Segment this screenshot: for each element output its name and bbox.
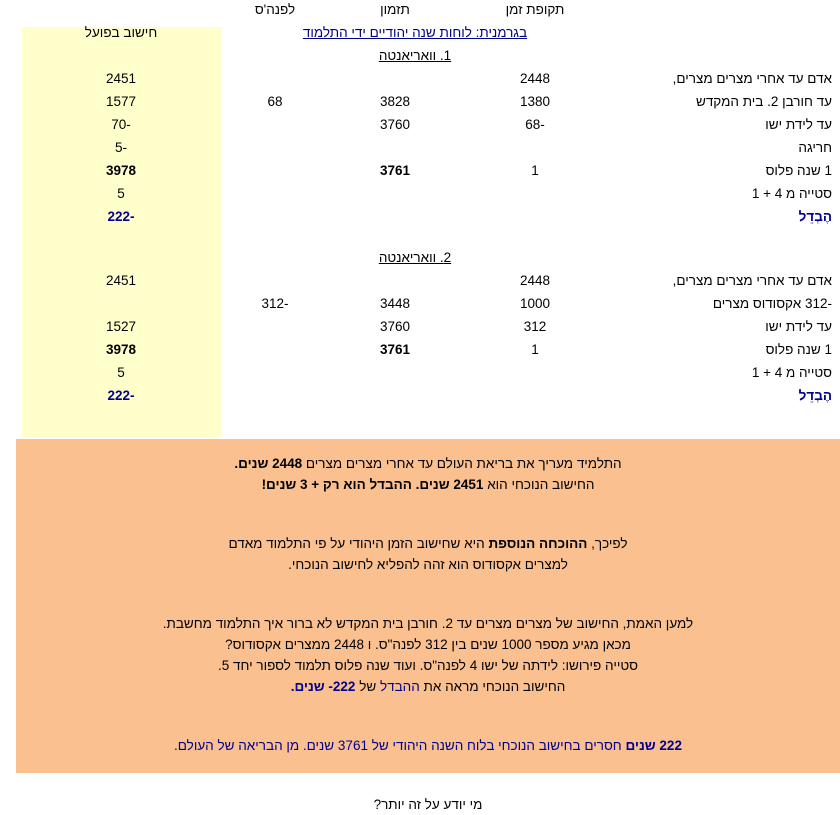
row-tizmun — [330, 207, 460, 230]
table-row — [22, 69, 840, 92]
source-link[interactable]: בגרמנית: לוחות שנה יהודיים ידי התלמוד — [302, 25, 528, 40]
row-tkufa: 1 — [531, 342, 539, 357]
row-lifnei: 68 — [267, 94, 283, 109]
note-paragraph-2 — [38, 474, 818, 495]
row-label: אדם עד אחרי מצרים מצרים, — [672, 273, 832, 288]
note-text: לפיכך, — [587, 536, 628, 551]
note-emphasis: 222 שנים — [625, 738, 682, 753]
row-tkufa: 1000 — [519, 296, 551, 311]
header-lifnei: לפנה'ס — [254, 2, 296, 17]
table-row-difference — [22, 207, 840, 230]
row-label: עד לידת ישו — [765, 319, 832, 334]
table-row — [22, 115, 840, 138]
header-bpoal: חישוב בפועל — [84, 25, 158, 40]
row-label: עד לידת ישו — [765, 117, 832, 132]
row-tizmun — [330, 69, 460, 92]
row-lifnei — [220, 363, 330, 386]
section-spacer — [610, 248, 840, 271]
section-title-row — [22, 46, 840, 69]
row-tkufa: 1380 — [519, 94, 551, 109]
table-header-row — [22, 0, 840, 23]
note-gap — [38, 495, 818, 514]
row-label: הֶבְדֵל — [798, 209, 832, 224]
row-lifnei — [220, 207, 330, 230]
header-tkufa: תקופת זמן — [505, 2, 565, 17]
row-label: סטייה מ 4 + 1 — [751, 186, 832, 201]
row-bpoal: 2451 — [105, 273, 137, 288]
header-tizmun: תזמון — [380, 2, 410, 17]
note-paragraph-7: סטייה פירושו: לידתה של ישו 4 לפנה"ס. ועוד שנה פלוס תלמוד לספור יחד 5. — [217, 658, 639, 673]
section-gap — [22, 230, 840, 248]
section-spacer — [610, 46, 840, 69]
note-gap — [38, 575, 818, 594]
note-paragraph-6: מכאן מגיע מספר 1000 שנים בין 312 לפנה"ס. ו 2448 ממצרים אקסודוס? — [225, 637, 631, 652]
row-bpoal: 1527 — [105, 319, 137, 334]
row-bpoal: 5 — [117, 365, 125, 380]
row-lifnei: -312 — [261, 296, 289, 311]
row-tizmun — [330, 363, 460, 386]
row-tizmun — [330, 184, 460, 207]
table-subheader-row — [22, 23, 840, 46]
row-lifnei — [220, 69, 330, 92]
row-bpoal: 3978 — [105, 342, 137, 357]
row-tkufa: 2448 — [519, 71, 551, 86]
row-lifnei — [220, 317, 330, 340]
row-tizmun: 3828 — [379, 94, 411, 109]
row-tkufa — [460, 138, 610, 161]
row-lifnei — [220, 161, 330, 184]
row-bpoal: -222 — [107, 209, 135, 224]
row-tizmun: 3761 — [379, 342, 411, 357]
note-text: התלמיד מעריך את בריאת העולם עד אחרי מצרים מצרים — [302, 456, 622, 471]
row-bpoal: -5 — [114, 140, 127, 155]
note-gap — [38, 697, 818, 716]
row-tizmun: 3760 — [379, 319, 411, 334]
row-label: הֶבְדֵל — [798, 388, 832, 403]
row-label: סטייה מ 4 + 1 — [751, 365, 832, 380]
row-tkufa: 2448 — [519, 273, 551, 288]
row-tkufa — [460, 207, 610, 230]
note-gap — [38, 756, 818, 775]
note-paragraph-3 — [38, 533, 818, 554]
row-bpoal: -222 — [107, 388, 135, 403]
row-lifnei — [220, 386, 330, 409]
row-bpoal: 2451 — [105, 71, 137, 86]
table-row-difference — [22, 386, 840, 409]
row-tizmun — [330, 271, 460, 294]
row-bpoal: 1577 — [105, 94, 137, 109]
row-bpoal: -70 — [111, 117, 131, 132]
note-emphasis: 222- שנים. — [290, 679, 356, 694]
table-row — [22, 138, 840, 161]
row-lifnei — [220, 184, 330, 207]
table-row — [22, 161, 840, 184]
note-text: של — [355, 679, 380, 694]
note-gap — [38, 514, 818, 533]
note-emphasis: 2451 שנים. ההבדל הוא רק + 3 שנים! — [261, 477, 484, 492]
row-label: עד חורבן 2. בית המקדש — [695, 94, 832, 109]
row-label: 1 שנה פלוס — [765, 163, 832, 178]
row-tizmun — [330, 138, 460, 161]
row-tkufa: -68 — [525, 117, 545, 132]
note-paragraph-1 — [38, 453, 818, 474]
note-paragraph-8 — [38, 676, 818, 697]
section-spacer-end — [22, 248, 220, 271]
table-row — [22, 184, 840, 207]
note-gap — [38, 775, 818, 794]
row-tizmun — [330, 386, 460, 409]
row-tkufa: 312 — [523, 319, 547, 334]
row-label: חריגה — [798, 140, 832, 155]
row-label: אדם עד אחרי מצרים מצרים, — [672, 71, 832, 86]
table-row — [22, 271, 840, 294]
row-tkufa — [460, 386, 610, 409]
note-gap — [38, 594, 818, 613]
note-emphasis: ההוכחה הנוספת — [488, 536, 588, 551]
note-paragraph-10: מי יודע על זה יותר? — [373, 797, 483, 812]
note-text: החישוב הנוכחי הוא — [483, 477, 595, 492]
row-tizmun: 3760 — [379, 117, 411, 132]
row-lifnei — [220, 138, 330, 161]
row-tkufa — [460, 363, 610, 386]
row-lifnei — [220, 271, 330, 294]
row-tizmun: 3761 — [379, 163, 411, 178]
note-paragraph-4: למצרים אקסודוס הוא זהה להפליא לחישוב הנוכחי. — [288, 557, 568, 572]
note-link[interactable]: ההבדל — [379, 679, 420, 694]
row-tkufa: 1 — [531, 163, 539, 178]
table-row — [22, 294, 840, 317]
table-row — [22, 92, 840, 115]
row-bpoal: 3978 — [105, 163, 137, 178]
note-emphasis: 2448 שנים. — [234, 456, 303, 471]
note-paragraph-5: למען האמת, החישוב של מצרים מצרים עד 2. חורבן בית המקדש לא ברור איך התלמוד מחשבת. — [162, 616, 694, 631]
row-lifnei — [220, 115, 330, 138]
section-title-row — [22, 248, 840, 271]
row-label: -312 אקסודוס מצרים — [712, 296, 832, 311]
row-bpoal — [22, 294, 220, 317]
table-row — [22, 317, 840, 340]
section-spacer-end — [22, 46, 220, 69]
note-text: החישוב הנוכחי מראה את — [419, 679, 566, 694]
section-title: 2. וואריאנטה — [378, 250, 452, 265]
section-title: 1. וואריאנטה — [378, 48, 452, 63]
note-text: היא שחישוב הזמן היהודי על פי התלמוד מאדם — [228, 536, 489, 551]
row-bpoal: 5 — [117, 186, 125, 201]
note-text: חסרים בחישוב הנוכחי בלוח השנה היהודי של 3761 שנים. מן הבריאה של העולם. — [174, 738, 626, 753]
note-paragraph-9 — [38, 735, 818, 756]
row-tizmun: 3448 — [379, 296, 411, 311]
header-spacer — [610, 0, 840, 23]
subheader-spacer — [610, 23, 840, 46]
row-tkufa — [460, 184, 610, 207]
header-bpoal-spacer — [22, 0, 220, 23]
note-gap — [38, 716, 818, 735]
row-label: 1 שנה פלוס — [765, 342, 832, 357]
row-lifnei — [220, 340, 330, 363]
table-row — [22, 340, 840, 363]
explanation-note-box — [16, 439, 840, 812]
table-row — [22, 363, 840, 386]
calculation-table — [22, 0, 840, 409]
